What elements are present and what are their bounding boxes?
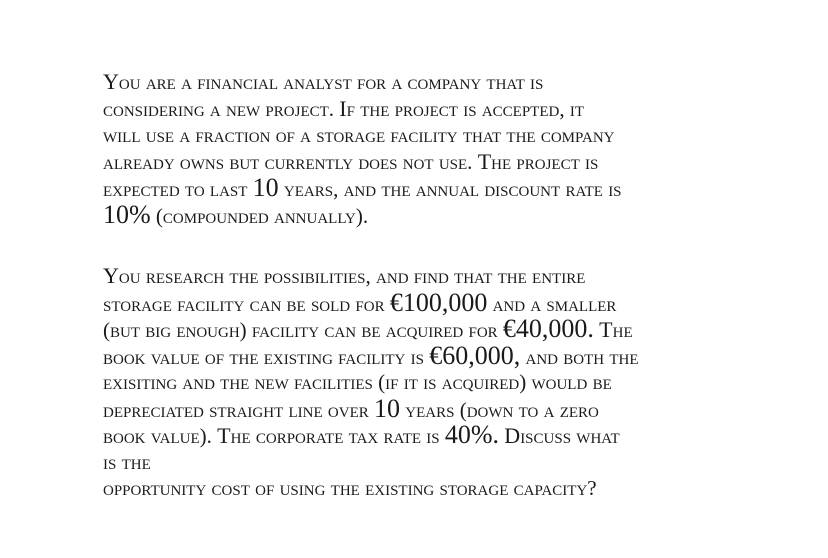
text-line: book value). The corporate tax rate is 40%. Discuss what: [103, 420, 620, 449]
text-line: You are a financial analyst for a company that is: [103, 69, 544, 94]
text-line: You research the possibilities, and find that the entire: [103, 263, 586, 288]
text-line: already owns but currently does not use. The project is: [103, 148, 599, 174]
text-line: storage facility can be sold for €100,000 and a smaller: [103, 287, 617, 317]
text-line: considering a new project. If the project is accepted, it: [103, 95, 585, 121]
paragraph-project-context: [103, 69, 743, 228]
text-line: expected to last 10 years, and the annual discount rate is: [103, 173, 622, 202]
text-line: opportunity cost of using the existing storage capacity?: [103, 476, 597, 500]
text-line: (but big enough) facility can be acquired for €40,000. The: [103, 314, 633, 343]
text-line: depreciated straight line over 10 years (down to a zero: [103, 393, 599, 423]
paragraph-question: [103, 263, 743, 502]
text-line: is the: [103, 449, 151, 474]
text-line: 10% (compounded annually).: [103, 199, 369, 229]
text-line: book value of the existing facility is €60,000, and both the: [103, 340, 639, 370]
text-line: will use a fraction of a storage facility that the company: [103, 123, 615, 147]
text-line: exisiting and the new facilities (if it is acquired) would be: [103, 370, 612, 394]
